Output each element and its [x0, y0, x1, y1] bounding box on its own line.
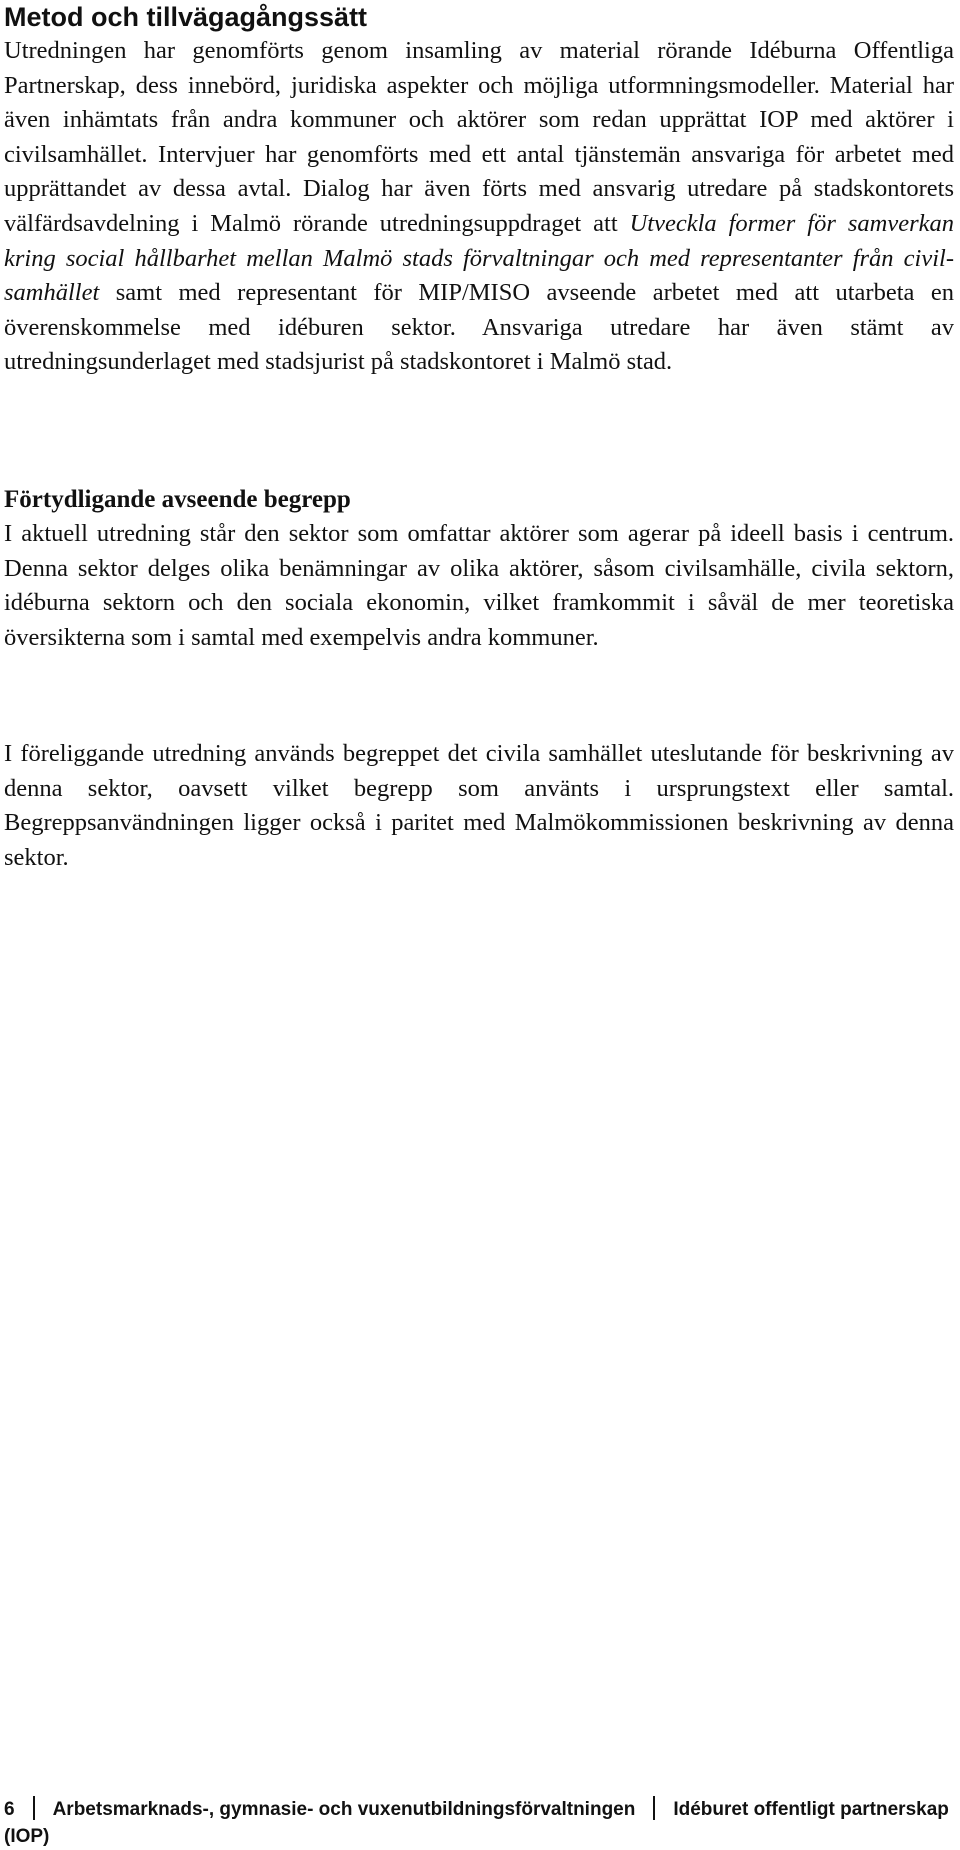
section-heading-method: Metod och tillvägagångssätt [4, 2, 368, 32]
page-number: 6 [4, 1799, 15, 1820]
terminology-paragraph-1: I aktuell utredning står den sektor som omfattar aktörer som agerar på ideell basis i centrum. Denna sektor delges olika benämningar av olika aktörer, såsom civilsamhälle, civila sektorn, idéburna sektorn och den sociala ekonomin, vilket framkommit i såväl de mer teoretiska översikterna som i samtal med exempelvis andra kommuner. [4, 520, 954, 651]
method-text-italic-quote: Utveckla former för samverkan kring social hållbarhet mellan Malmö stads förvaltningar och med representanter från civilsamhället [4, 209, 954, 307]
section-method [4, 0, 954, 380]
footer-document-title: Idéburet offentligt partnerskap (IOP) [4, 1799, 949, 1847]
section-terminology [4, 483, 954, 655]
footer-separator [33, 1796, 35, 1820]
footer-department: Arbetsmarknads-, gymnasie- och vuxenutbildningsförvaltningen [52, 1799, 636, 1820]
section-heading-terminology: Förtydligande avseende begrepp [4, 486, 351, 513]
method-text-part1: Utredningen har genomförts genom insamling av material rörande Idéburna Offentliga Partnerskap, dess innebörd, juridiska aspekter och möjliga utformningsmodeller. Material har även inhämtats från andra kommuner och aktörer som redan upprättat IOP med aktörer i civilsamhället. Intervjuer har genomförts med ett antal tjänstemän ansvariga för arbetet med upprättandet av dessa avtal. Dialog har även förts med ansvarig utredare på stadskontorets välfärdsavdelning i Malmö rörande utredningsuppdraget att [4, 37, 954, 237]
terminology-paragraph-2: I föreliggande utredning används begreppet det civila samhället uteslutande för beskrivning av denna sektor, oavsett vilket begrepp som använts i ursprungstext eller samtal. Begreppsanvändningen ligger också i paritet med Malmökommissionen beskrivning av denna sektor. [4, 740, 954, 871]
method-paragraph [4, 34, 954, 380]
page-footer [4, 1796, 954, 1850]
footer-separator [653, 1796, 655, 1820]
method-text-part2: samt med representant för MIP/MISO avseende arbetet med att utarbeta en överenskommelse med idéburen sektor. Ansvariga utredare har även stämt av utredningsunderlaget med stadsjurist på stadskontoret i Malmö stad. [4, 279, 954, 376]
terminology-section-continued [4, 737, 954, 875]
